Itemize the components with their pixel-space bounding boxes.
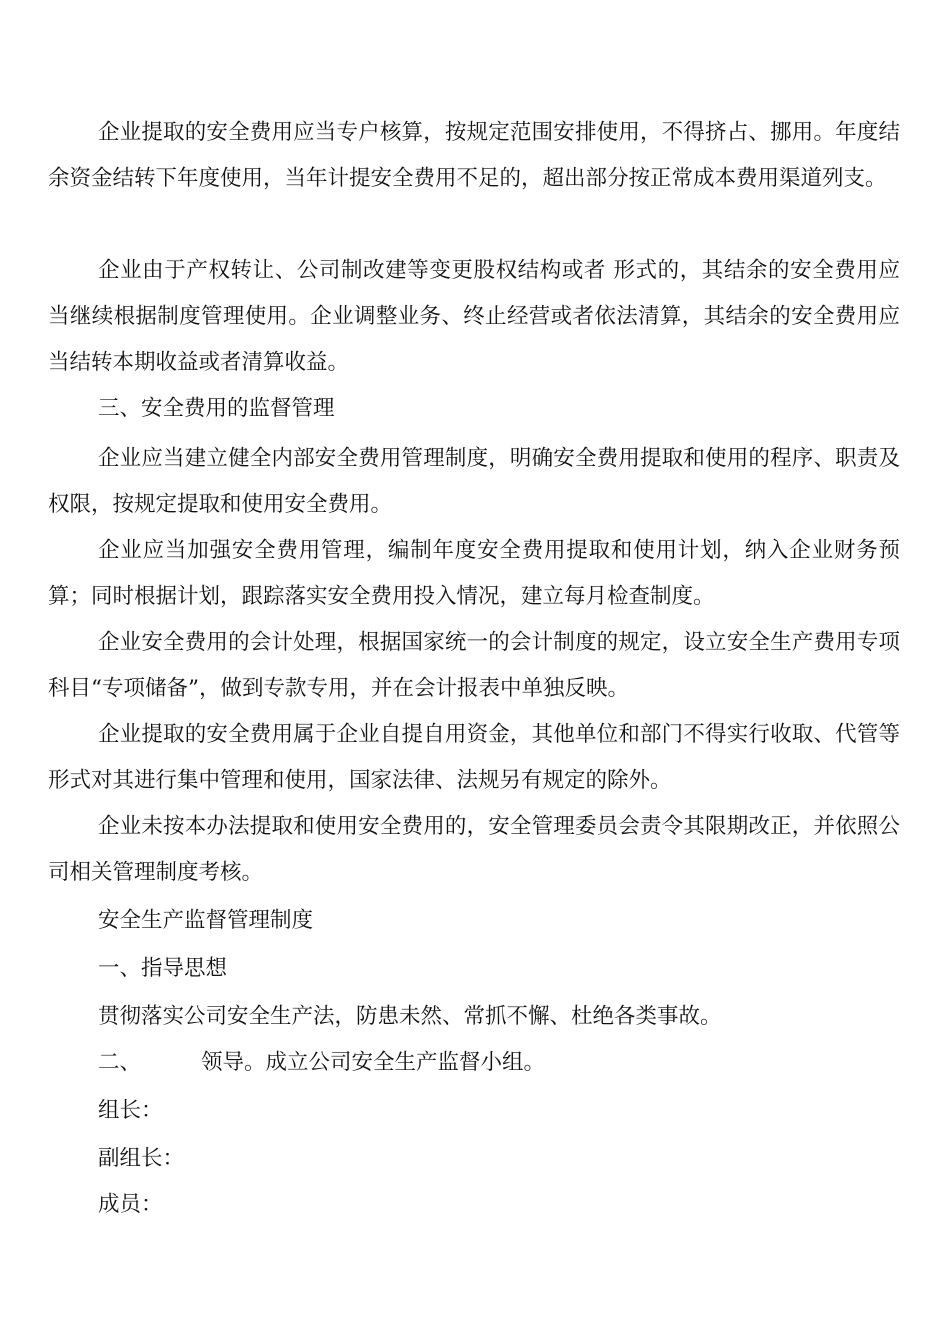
section-two-text: 领导。成立公司安全生产监督小组。 [201, 1050, 546, 1075]
paragraph-special-account: 企业提取的安全费用应当专户核算，按规定范围安排使用，不得挤占、挪用。年度结余资金结转下年度使用，当年计提安全费用不足的，超出部分按正常成本费用渠道列支。 [48, 120, 900, 191]
deputy-leader-label: 副组长： [98, 1146, 185, 1171]
paragraph-self-use-funds: 企业提取的安全费用属于企业自提自用资金，其他单位和部门不得实行收取、代管等形式对其进行集中管理和使用，国家法律、法规另有规定的除外。 [48, 722, 900, 793]
paragraph-internal-system: 企业应当建立健全内部安全费用管理制度，明确安全费用提取和使用的程序、职责及权限，按规定提取和使用安全费用。 [48, 446, 900, 517]
section-two-number: 二、 [98, 1050, 142, 1075]
members-label: 成员： [98, 1192, 163, 1217]
paragraph-equity-change: 企业由于产权转让、公司制改建等变更股权结构或者 形式的，其结余的安全费用应当继续根据制度管理使用。企业调整业务、终止经营或者依法清算，其结余的安全费用应当结转本期收益或者清算收益。 [48, 258, 900, 375]
section-heading-leadership [98, 1040, 545, 1086]
paragraph-budget-plan: 企业应当加强安全费用管理，编制年度安全费用提取和使用计划，纳入企业财务预算；同时根据计划，跟踪落实安全费用投入情况，建立每月检查制度。 [48, 538, 900, 609]
section-heading-guiding: 一、指导思想 [98, 956, 228, 981]
system-title: 安全生产监督管理制度 [98, 908, 314, 933]
paragraph-penalty: 企业未按本办法提取和使用安全费用的，安全管理委员会责令其限期改正，并依照公司相关管理制度考核。 [48, 814, 900, 885]
guiding-text: 贯彻落实公司安全生产法，防患未然、常抓不懈、杜绝各类事故。 [98, 1004, 722, 1029]
paragraph-accounting: 企业安全费用的会计处理，根据国家统一的会计制度的规定，设立安全生产费用专项科目“专项储备”，做到专款专用，并在会计报表中单独反映。 [48, 630, 900, 701]
leader-label: 组长： [98, 1098, 163, 1123]
section-heading-supervision: 三、安全费用的监督管理 [98, 396, 335, 421]
